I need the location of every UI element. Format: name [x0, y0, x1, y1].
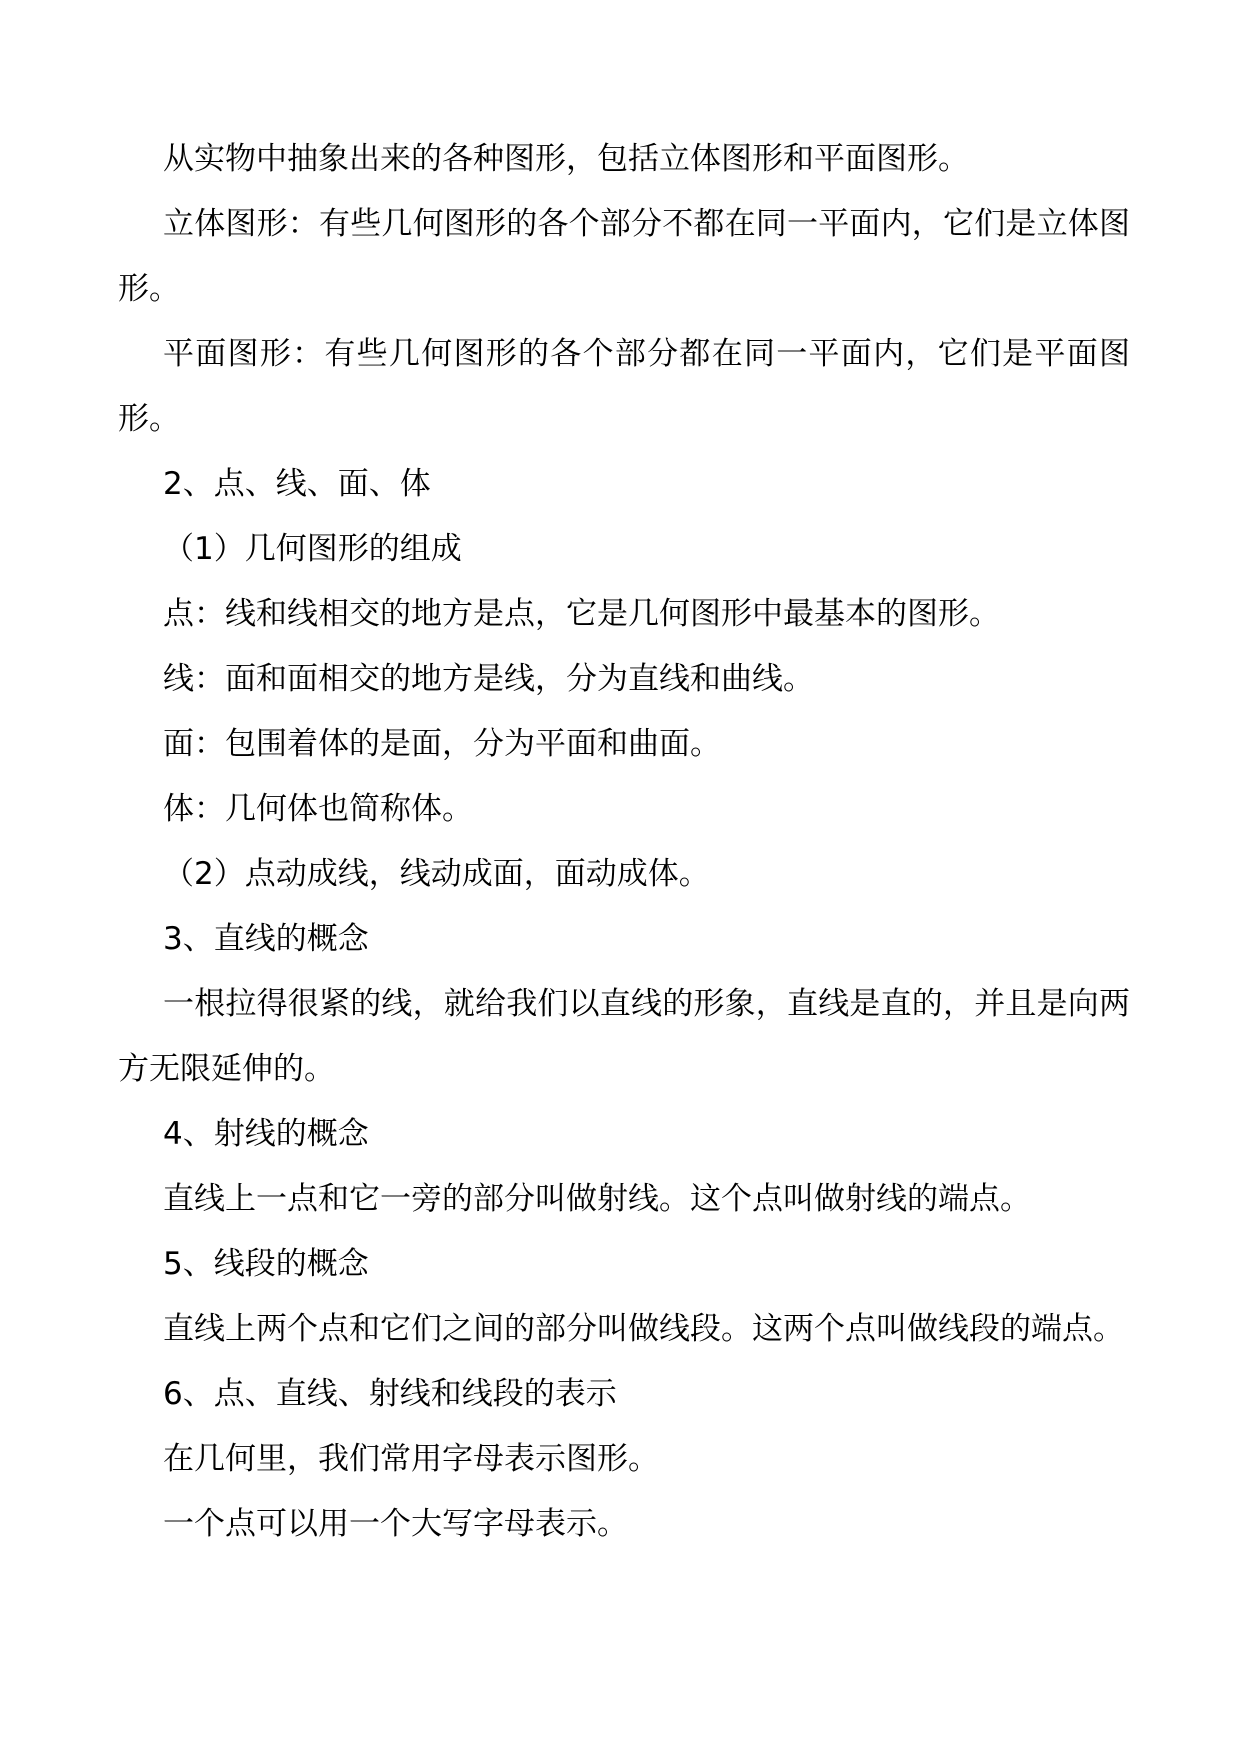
section-heading-6: 6、点、直线、射线和线段的表示: [163, 1376, 617, 1412]
section-heading-4: 4、射线的概念: [163, 1116, 369, 1152]
paragraph-straight-line: 一根拉得很紧的线，就给我们以直线的形象，直线是直的，并且是向两方无限延伸的。: [118, 986, 1130, 1087]
paragraph-ray: 直线上一点和它一旁的部分叫做射线。这个点叫做射线的端点。: [163, 1181, 1031, 1217]
paragraph-plane-figure: 平面图形：有些几何图形的各个部分都在同一平面内，它们是平面图形。: [118, 336, 1130, 437]
paragraph-line: 线：面和面相交的地方是线，分为直线和曲线。: [163, 661, 814, 697]
subsection-heading-1: （1）几何图形的组成: [163, 531, 462, 567]
section-heading-3: 3、直线的概念: [163, 921, 369, 957]
paragraph-surface: 面：包围着体的是面，分为平面和曲面。: [163, 726, 721, 762]
paragraph-letters: 在几何里，我们常用字母表示图形。: [163, 1441, 659, 1477]
paragraph-solid-figure: 立体图形：有些几何图形的各个部分不都在同一平面内，它们是立体图形。: [118, 206, 1130, 307]
paragraph-point-letter: 一个点可以用一个大写字母表示。: [163, 1506, 628, 1542]
section-heading-2: 2、点、线、面、体: [163, 466, 431, 502]
paragraph-segment: 直线上两个点和它们之间的部分叫做线段。这两个点叫做线段的端点。: [163, 1311, 1124, 1347]
document-body: [118, 127, 1130, 1557]
paragraph-solid: 体：几何体也简称体。: [163, 791, 473, 827]
subsection-heading-2: （2）点动成线，线动成面，面动成体。: [163, 856, 710, 892]
paragraph-intro: 从实物中抽象出来的各种图形，包括立体图形和平面图形。: [163, 141, 969, 177]
paragraph-point: 点：线和线相交的地方是点，它是几何图形中最基本的图形。: [163, 596, 1000, 632]
section-heading-5: 5、线段的概念: [163, 1246, 369, 1282]
